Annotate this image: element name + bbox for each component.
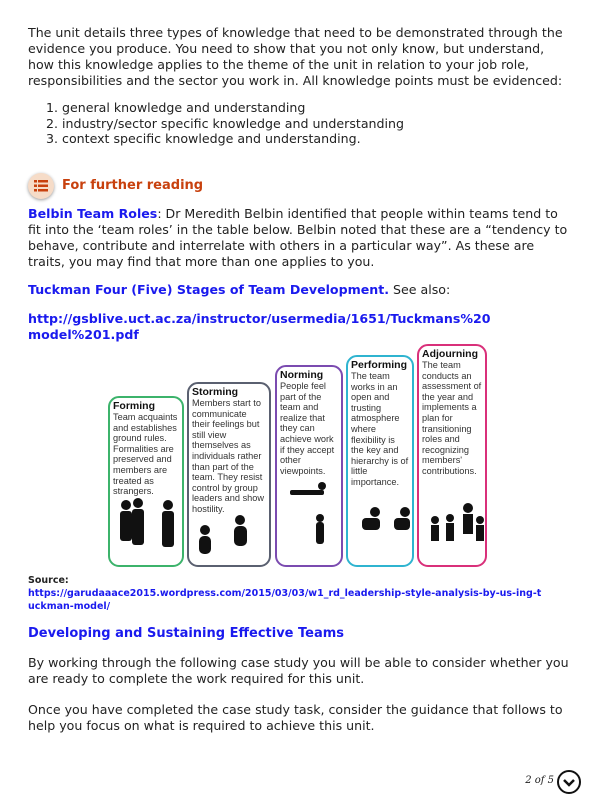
team-figures-illustration <box>100 340 490 570</box>
intro-paragraph: The unit details three types of knowledge that need to be demonstrated through the evidence you produce. You need to show that you not only know, but understand, how this knowledge applies to the theme of the unit in relation to your job role, responsibilities and the sector you work in. All knowledge points must be evidenced: <box>28 25 563 88</box>
stage-norming: Norming People feel part of the team and realize that they can achieve work if they accept other viewpoints. <box>275 365 343 567</box>
source-url-link[interactable]: https://garudaaace2015.wordpress.com/2015/03/03/w1_rd_leadership-style-analysis-by-us-ing-tuckman-model/ <box>28 588 542 612</box>
belbin-text: : Dr Meredith Belbin identified that people within teams tend to fit into the ‘team roles’ in the table below. Belbin noted that these are a “tendency to behave, contribute and interrelate with others in a particular way”. As these are traits, you may find that more than one applies to you. <box>28 206 568 269</box>
stage-forming: Forming Team acquaints and establishes ground rules. Formalities are preserved and members are treated as strangers. <box>108 396 184 567</box>
knowledge-list <box>46 100 404 147</box>
tuckman-line <box>28 282 573 298</box>
section-heading: Developing and Sustaining Effective Teams <box>28 626 345 641</box>
further-reading-header <box>28 173 203 199</box>
guidance-paragraph: Once you have completed the case study task, consider the guidance that follows to help you focus on what is required to achieve this unit. <box>28 702 563 733</box>
stage-storming: Storming Members start to communicate their feelings but still view themselves as individuals rather than part of the team. They resist control by group leaders and show hostility. <box>187 382 271 567</box>
source-label: Source: <box>28 575 69 586</box>
belbin-paragraph <box>28 206 568 270</box>
further-reading-label: For further reading <box>62 178 204 193</box>
belbin-link[interactable]: Belbin Team Roles <box>28 206 158 221</box>
tuckman-text: See also: <box>389 282 451 297</box>
list-icon <box>28 173 54 199</box>
source-block <box>28 574 548 613</box>
list-item: 1. general knowledge and understanding <box>46 100 306 115</box>
list-item: 2. industry/sector specific knowledge and understanding <box>46 115 405 131</box>
stage-adjourning: Adjourning The team conducts an assessment of the year and implements a plan for transitioning roles and recognizing members' contributions. <box>417 344 487 567</box>
stage-performing: Performing The team works in an open and trusting atmosphere where flexibility is the key and hierarchy is of little importance. <box>346 355 414 567</box>
case-study-paragraph: By working through the following case study you will be able to consider whether you are ready to complete the work required for this unit. <box>28 655 569 686</box>
next-page-button[interactable] <box>557 770 581 794</box>
tuckman-stages-image <box>100 340 490 570</box>
list-item: 3. context specific knowledge and understanding. <box>46 131 361 146</box>
chevron-down-icon <box>559 772 579 792</box>
tuckman-link[interactable]: Tuckman Four (Five) Stages of Team Development. <box>28 282 390 297</box>
tuckman-url-link[interactable]: http://gsblive.uct.ac.za/instructor/usermedia/1651/Tuckmans%20 model%201.pdf <box>28 311 491 342</box>
page-indicator: 2 of 5 <box>525 775 554 786</box>
